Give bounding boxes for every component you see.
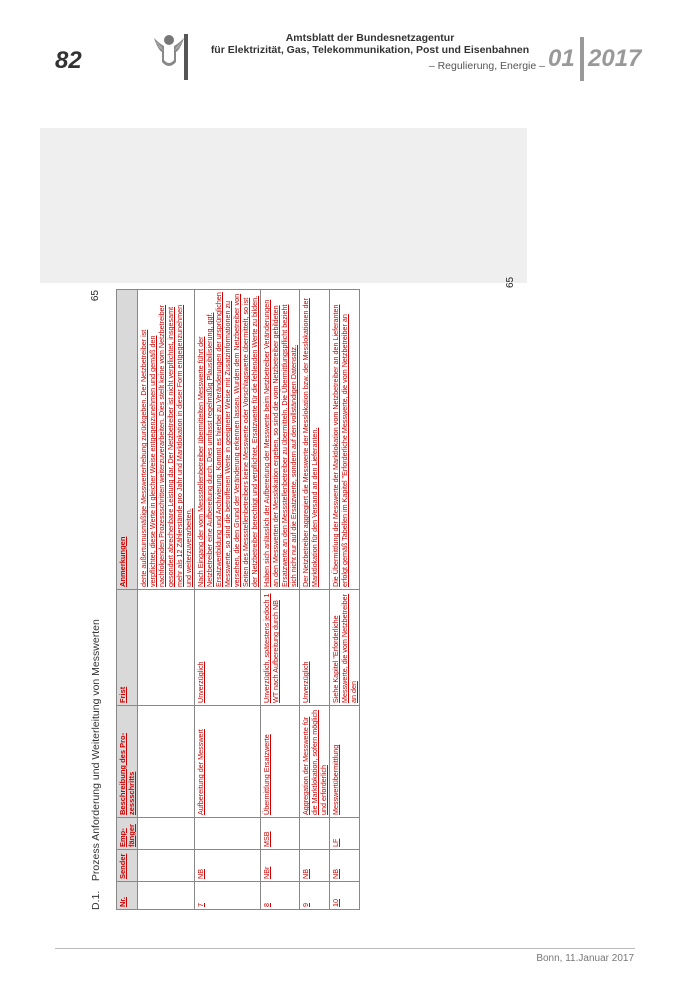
cell-sender: NB [195,850,261,882]
cell-nr [138,882,195,910]
issue-number: 01 [548,45,575,72]
rotated-page [90,290,490,910]
section-title: Prozess Anforderung und Weiterleitung von Messwerten [90,619,102,882]
cell-sender: NB [330,850,360,882]
cell-frist [138,590,195,706]
cell-frist: Unverzüglich [300,590,330,706]
cell-beschreibung [138,706,195,818]
table-row [330,290,360,910]
table-row [138,290,195,910]
process-table [116,289,360,910]
section-number: D.1. [90,890,102,910]
gazette-title [195,32,545,56]
cell-beschreibung: Aufbereitung der Messwert [195,706,261,818]
cell-empfaenger: MSB [261,818,300,850]
col-sender: Sender [117,850,138,882]
cell-sender: NBr [261,850,300,882]
page-number: 82 [55,47,82,74]
gazette-title-line2: für Elektrizität, Gas, Telekommunikation, Post und Eisenbahnen [210,44,530,56]
footer-date: Bonn, 11.Januar 2017 [536,953,634,964]
section-heading [90,619,102,910]
issue-divider [580,37,584,81]
gazette-title-line1: Amtsblatt der Bundesnetzagentur [285,32,455,44]
cell-empfaenger [300,818,330,850]
cell-anmerkungen: Nach Eingang der vom Messstellenbetreiber übermittelten Messwerte führt der Netzbetreiber eine Aufbereitung durch. Dies umfasst regelmäßig Plausibilisierung, ggf. Ersatzwertbildung und Archivierung. Kommt es hierbei zu Veränderungen der ursprünglichen Messwerte, so sind die betroffenen Werte in geeigneter Weise mit Zusatzinformationen zu versehen, die den Grund der Veränderung erkennen lassen. Wurden dem Netzbetreiber von Seiten des Messstellenbetreibers keine Messwerte oder Vorschlagswerte übermittelt, so ist der Netzbetreiber berechtigt und verpflichtet, Ersatzwerte für die fehlenden Werte zu bilden. [195,290,261,590]
federal-eagle-logo [150,30,188,70]
table-row [195,290,261,910]
cell-frist: Unverzüglich, spätestens jedoch 1 WT nach Aufbereitung durch NB [261,590,300,706]
issue-year: 2017 [588,45,642,72]
cell-anmerkungen: Haben sich anlässlich der Aufbereitung der Messwerte beim Netzbetreiber Veränderungen an den Messwerten der Messlokation ergeben, so sind die vom Netzbetreiber gebildeten Ersatzwerte an den Messstellenbetreiber zu übermitteln. Die Übermittlungspflicht bezieht sich nicht nur auf die Ersatzwerte, sondern auf den vollständigen Datensatz. [261,290,300,590]
cell-sender: NB [300,850,330,882]
cell-beschreibung: Messwertübermittlung [330,706,360,818]
blank-gray-area [40,128,527,283]
cell-anmerkungen: Die Übermittlung der Messwerte der Marktlokation vom Netzbetreiber an den Lieferanten erfolgt gemäß Tabellen im Kapitel "Erforderliche Messwerte, die vom Netzbetreiber an [330,290,360,590]
cell-beschreibung: Übermittlung Ersatzwerte [261,706,300,818]
cell-nr: 9 [300,882,330,910]
col-beschreibung: Beschreibung des Pro-zessschritts [117,706,138,818]
gazette-subtitle: – Regulierung, Energie – [428,60,545,72]
cell-sender [138,850,195,882]
col-anmerkungen: Anmerkungen [117,290,138,590]
col-frist: Frist [117,590,138,706]
cell-frist: Unverzüglich [195,590,261,706]
table-header-row [117,290,138,910]
col-empfaenger: Emp-fänger [117,818,138,850]
table-row [261,290,300,910]
cell-frist: Siehe Kapitel "Erforderliche Messwerte, die vom Netzbetreiber an den [330,590,360,706]
cell-empfaenger [138,818,195,850]
cell-beschreibung: Aggregation der Messwerte für die Marktlokation, sofern möglich und erforderlich [300,706,330,818]
cell-nr: 7 [195,882,261,910]
inner-page-number: 65 [90,290,101,302]
cell-nr: 8 [261,882,300,910]
outer-page-number: 65 [505,276,516,288]
cell-nr: 10 [330,882,360,910]
cell-empfaenger [195,818,261,850]
cell-anmerkungen: derte außerturnusmäßige Messwerterhebung zurückgeben. Der Netzbetreiber ist verpflichtet, diese Werte in gleicher Weise entgegenzunehmen und gemäß den nachfolgenden Prozessschritten weiterzuverarbeiten. Dies stellt keine vom Netzbetreiber gesondert abrechenbare Leistung dar. Der Netzbetreiber ist nicht verpflichtet, insgesamt mehr als 12 Zählerstände pro Jahr und Marktlokation in dieser Form entgegenzunehmen und weiterzuverarbeiten. [138,290,195,590]
cell-empfaenger: LF [330,818,360,850]
header-divider [184,34,188,80]
table-row [300,290,330,910]
cell-anmerkungen: Der Netzbetreiber aggregiert die Messwerte der Messlokation bzw. der Messlokationen der Marktlokation für den Versand an den Lieferanten. [300,290,330,590]
col-nr: Nr. [117,882,138,910]
footer-divider [55,948,635,949]
